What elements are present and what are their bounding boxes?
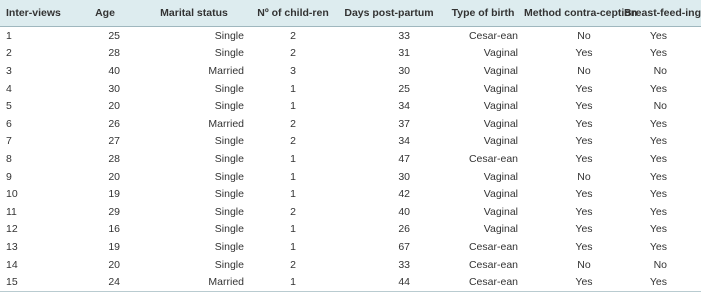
marital-status-cell: Single (214, 47, 244, 60)
birth-type-cell: Cesar-ean (468, 240, 518, 253)
table-row (0, 150, 701, 168)
days-post-partum-cell: 31 (398, 47, 410, 60)
interview-cell: 6 (6, 117, 12, 130)
table-row (0, 221, 701, 239)
children-cell: 3 (290, 64, 296, 77)
contraception-cell: Yes (575, 100, 593, 113)
children-cell: 1 (290, 240, 296, 253)
children-cell: 2 (290, 205, 296, 218)
birth-type-cell: Vaginal (483, 82, 518, 95)
contraception-cell: Yes (575, 117, 593, 130)
table-row (0, 185, 701, 203)
children-cell: 1 (290, 100, 296, 113)
children-cell: 1 (250, 273, 336, 291)
marital-status-cell: Married (208, 64, 244, 77)
interview-cell: 13 (6, 240, 18, 253)
marital-status-cell: Single (214, 152, 244, 165)
birth-type-cell: Vaginal (483, 223, 518, 236)
contraception-cell: Yes (575, 82, 593, 95)
age-cell: 24 (72, 273, 138, 291)
marital-status-cell: Single (214, 29, 244, 42)
days-post-partum-cell: 33 (398, 29, 410, 42)
days-post-partum-cell: 30 (398, 64, 410, 77)
table-row (0, 168, 701, 186)
breastfeeding-cell: Yes (649, 170, 667, 183)
table-row (0, 80, 701, 98)
marital-status-cell: Single (214, 188, 244, 201)
interview-cell: 7 (6, 135, 12, 148)
contraception-cell: No (577, 29, 591, 42)
days-post-partum-cell: 67 (398, 240, 410, 253)
birth-type-cell: Vaginal (483, 135, 518, 148)
contraception-cell: No (577, 64, 591, 77)
interview-cell: 14 (6, 258, 18, 271)
breastfeeding-cell: Yes (649, 29, 667, 42)
breastfeeding-cell: Yes (649, 152, 667, 165)
marital-status-cell: Married (138, 273, 250, 291)
age-cell: 28 (108, 47, 120, 60)
marital-status-cell: Single (214, 100, 244, 113)
children-cell: 1 (290, 82, 296, 95)
children-cell: 1 (290, 152, 296, 165)
age-cell: 19 (108, 240, 120, 253)
breastfeeding-cell: Yes (649, 117, 667, 130)
age-cell: 40 (108, 64, 120, 77)
birth-type-cell: Vaginal (483, 64, 518, 77)
birth-type-cell: Vaginal (483, 188, 518, 201)
table-header-row (0, 0, 701, 27)
children-cell: 2 (290, 117, 296, 130)
table-row (0, 256, 701, 274)
age-cell: 20 (108, 258, 120, 271)
age-cell: 27 (108, 135, 120, 148)
days-post-partum-cell: 34 (398, 135, 410, 148)
table-row (0, 27, 701, 45)
interview-cell: 10 (6, 188, 18, 201)
marital-status-cell: Married (208, 117, 244, 130)
breastfeeding-cell: Yes (649, 240, 667, 253)
age-cell: 20 (108, 100, 120, 113)
age-cell: 26 (108, 117, 120, 130)
days-post-partum-cell: 42 (398, 188, 410, 201)
days-post-partum-cell: 30 (398, 170, 410, 183)
days-post-partum-cell: 26 (398, 223, 410, 236)
breastfeeding-cell: Yes (649, 82, 667, 95)
interview-cell: 1 (6, 29, 12, 42)
contraception-cell: No (577, 258, 591, 271)
interview-cell: 9 (6, 170, 12, 183)
marital-status-cell: Single (214, 223, 244, 236)
children-cell: 1 (290, 170, 296, 183)
children-cell: 1 (290, 188, 296, 201)
interview-cell: 11 (6, 205, 17, 218)
days-post-partum-cell: 47 (398, 152, 410, 165)
children-cell: 2 (290, 135, 296, 148)
days-post-partum-cell: 25 (398, 82, 410, 95)
marital-status-cell: Single (214, 82, 244, 95)
header-number-of-children: Nº of child-ren (250, 0, 336, 27)
table-row (0, 45, 701, 63)
table-row (0, 62, 701, 80)
contraception-cell: Yes (575, 205, 593, 218)
interview-cell: 15 (0, 273, 72, 291)
breastfeeding-cell: Yes (649, 188, 667, 201)
marital-status-cell: Single (214, 240, 244, 253)
birth-type-cell: Vaginal (483, 117, 518, 130)
header-age: Age (72, 0, 138, 27)
breastfeeding-cell: No (653, 64, 667, 77)
interview-cell: 2 (6, 47, 12, 60)
breastfeeding-cell: Yes (649, 135, 667, 148)
children-cell: 1 (290, 223, 296, 236)
interview-cell: 8 (6, 152, 12, 165)
table-row (0, 115, 701, 133)
birth-type-cell: Vaginal (483, 205, 518, 218)
contraception-cell: Yes (575, 188, 593, 201)
days-post-partum-cell: 40 (398, 205, 410, 218)
age-cell: 19 (108, 188, 120, 201)
header-method-contraception: Method contra-ception (524, 0, 624, 27)
breastfeeding-cell: No (653, 100, 667, 113)
marital-status-cell: Single (214, 135, 244, 148)
contraception-cell: No (577, 170, 591, 183)
table-row (0, 273, 701, 291)
age-cell: 29 (108, 205, 120, 218)
header-interviews: Inter-views (0, 0, 72, 27)
marital-status-cell: Single (214, 258, 244, 271)
age-cell: 25 (108, 29, 120, 42)
marital-status-cell: Single (214, 170, 244, 183)
age-cell: 20 (108, 170, 120, 183)
age-cell: 28 (108, 152, 120, 165)
birth-type-cell: Cesar-ean (468, 152, 518, 165)
contraception-cell: Yes (575, 223, 593, 236)
breastfeeding-cell: Yes (649, 47, 667, 60)
interview-cell: 3 (6, 64, 12, 77)
children-cell: 2 (290, 258, 296, 271)
days-post-partum-cell: 33 (398, 258, 410, 271)
table-row (0, 97, 701, 115)
children-cell: 2 (290, 29, 296, 42)
header-breastfeeding: Breast-feed-ing (624, 0, 701, 27)
interview-cell: 4 (6, 82, 12, 95)
header-marital-status: Marital status (138, 0, 250, 27)
days-post-partum-cell: 37 (398, 117, 410, 130)
breastfeeding-cell: No (653, 258, 667, 271)
birth-type-cell: Vaginal (483, 170, 518, 183)
contraception-cell: Yes (524, 273, 624, 291)
breastfeeding-cell: Yes (649, 205, 667, 218)
contraception-cell: Yes (575, 152, 593, 165)
days-post-partum-cell: 44 (336, 273, 442, 291)
age-cell: 30 (108, 82, 120, 95)
interview-cell: 5 (6, 100, 12, 113)
table-row (0, 238, 701, 256)
interview-cell: 12 (6, 223, 18, 236)
contraception-cell: Yes (575, 135, 593, 148)
breastfeeding-cell: Yes (649, 223, 667, 236)
age-cell: 16 (108, 223, 120, 236)
marital-status-cell: Single (214, 205, 244, 218)
contraception-cell: Yes (575, 47, 593, 60)
table-body (0, 27, 701, 292)
birth-type-cell: Vaginal (483, 100, 518, 113)
birth-type-cell: Cesar-ean (468, 258, 518, 271)
header-type-of-birth: Type of birth (442, 0, 524, 27)
children-cell: 2 (290, 47, 296, 60)
header-days-post-partum: Days post-partum (336, 0, 442, 27)
table-row (0, 203, 701, 221)
breastfeeding-cell: Yes (624, 273, 701, 291)
contraception-cell: Yes (575, 240, 593, 253)
table-row (0, 133, 701, 151)
birth-type-cell: Vaginal (483, 47, 518, 60)
birth-type-cell: Cesar-ean (468, 29, 518, 42)
days-post-partum-cell: 34 (398, 100, 410, 113)
birth-type-cell: Cesar-ean (442, 273, 524, 291)
